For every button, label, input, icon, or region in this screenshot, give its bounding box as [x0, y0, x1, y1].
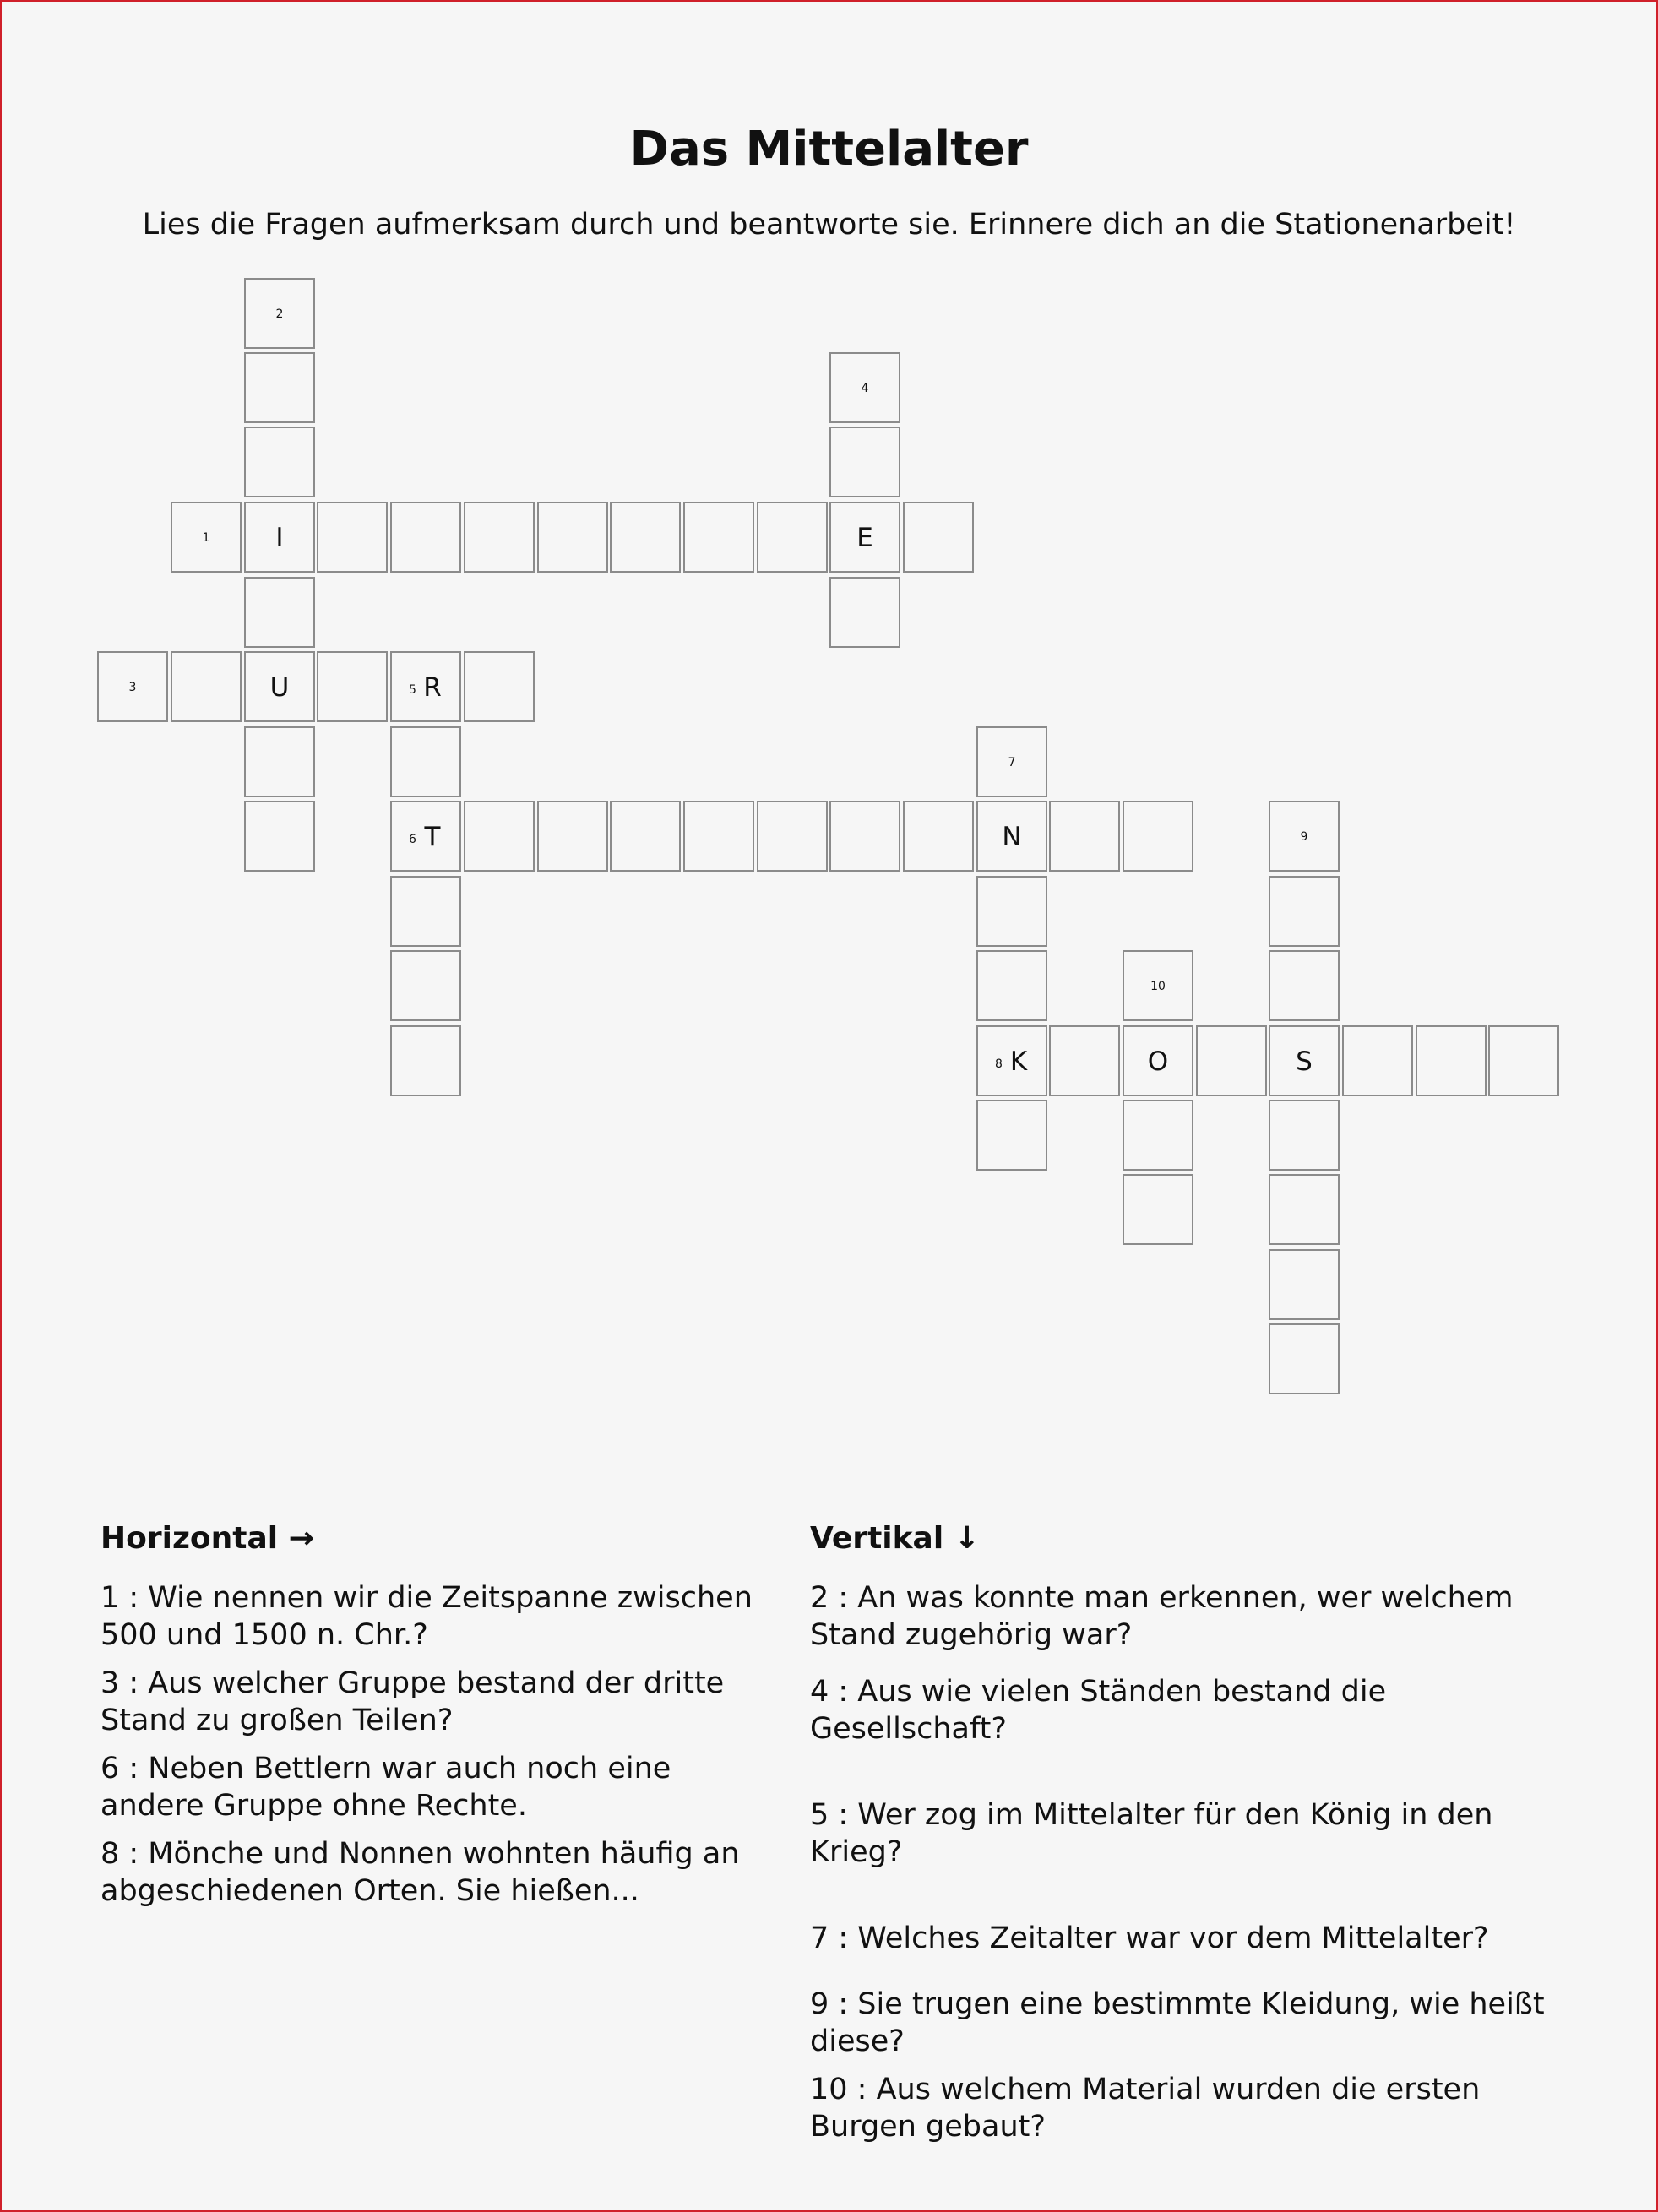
crossword-cell[interactable] [390, 502, 461, 573]
clue-number: 1 [202, 531, 210, 545]
crossword-cell[interactable] [1123, 801, 1193, 872]
page-title: Das Mittelalter [629, 122, 1029, 177]
clue-number: 7 [1008, 756, 1016, 769]
crossword-cell[interactable] [757, 502, 828, 573]
cell-letter: N [1002, 822, 1022, 852]
clue-number: 5 [409, 683, 416, 697]
clue-number: 3 [128, 681, 137, 694]
crossword-cell[interactable] [1269, 1174, 1340, 1245]
cell-letter: I [275, 523, 284, 553]
crossword-cell[interactable] [317, 502, 388, 573]
clue-number: 9 [1300, 830, 1308, 844]
clue-number: 6 [409, 833, 416, 846]
cell-letter: K [1009, 1046, 1028, 1077]
crossword-cell[interactable] [244, 352, 315, 423]
crossword-cell[interactable] [1196, 1025, 1267, 1096]
crossword-cell[interactable] [829, 352, 900, 423]
crossword-cell[interactable] [976, 876, 1047, 947]
crossword-cell[interactable] [464, 651, 535, 722]
clue-number: 4 [861, 382, 869, 395]
crossword-cell[interactable] [1269, 1249, 1340, 1320]
clue-item: 1 : Wie nennen wir die Zeitspanne zwischen 500 und 1500 n. Chr.? [101, 1581, 753, 1652]
crossword-cell[interactable] [1123, 950, 1193, 1021]
crossword-cell[interactable] [829, 427, 900, 497]
crossword-cell[interactable] [1342, 1025, 1413, 1096]
crossword-cell[interactable] [244, 801, 315, 872]
vertical-heading: Vertikal ↓ [810, 1521, 980, 1556]
crossword-cell[interactable] [464, 801, 535, 872]
crossword-cell[interactable] [1269, 1025, 1340, 1096]
horizontal-heading: Horizontal → [101, 1521, 314, 1556]
crossword-cell[interactable] [1269, 1323, 1340, 1394]
clue-item: 6 : Neben Bettlern war auch noch eine andere Gruppe ohne Rechte. [101, 1752, 671, 1823]
crossword-cell[interactable] [610, 801, 681, 872]
crossword-cell[interactable] [1049, 801, 1120, 872]
crossword-cell[interactable] [390, 651, 461, 722]
crossword-cell[interactable] [244, 427, 315, 497]
crossword-cell[interactable] [390, 1025, 461, 1096]
crossword-cell[interactable] [903, 502, 974, 573]
clue-item: 7 : Welches Zeitalter war vor dem Mittelalter? [810, 1921, 1489, 1955]
crossword-cell[interactable] [829, 801, 900, 872]
instructions-text: Lies die Fragen aufmerksam durch und beantworte sie. Erinnere dich an die Stationenarbeit! [142, 208, 1516, 242]
crossword-cell[interactable] [390, 876, 461, 947]
cell-letter: U [269, 672, 290, 703]
crossword-cell[interactable] [1269, 950, 1340, 1021]
crossword-cell[interactable] [1416, 1025, 1487, 1096]
crossword-cell[interactable] [244, 726, 315, 797]
vertical-clues [810, 1520, 1553, 2156]
crossword-cell[interactable] [683, 502, 754, 573]
crossword-cell[interactable] [317, 651, 388, 722]
clue-item: 2 : An was konnte man erkennen, wer welchem Stand zugehörig war? [810, 1581, 1514, 1652]
cell-letter: O [1147, 1046, 1169, 1077]
crossword-cell[interactable] [244, 278, 315, 349]
crossword-cell[interactable] [97, 651, 168, 722]
crossword-cell[interactable] [1123, 1100, 1193, 1171]
crossword-cell[interactable] [1269, 876, 1340, 947]
crossword-cell[interactable] [244, 651, 315, 722]
crossword-cell[interactable] [464, 502, 535, 573]
crossword-cell[interactable] [171, 502, 242, 573]
crossword-cell[interactable] [171, 651, 242, 722]
crossword-cell[interactable] [976, 950, 1047, 1021]
cell-letter: S [1296, 1046, 1313, 1077]
crossword-cell[interactable] [390, 950, 461, 1021]
crossword-cell[interactable] [829, 577, 900, 648]
crossword-cell[interactable] [1123, 1174, 1193, 1245]
crossword-cell[interactable] [903, 801, 974, 872]
cell-letter: T [424, 822, 441, 852]
clue-number: 8 [995, 1057, 1003, 1071]
crossword-cell[interactable] [1269, 801, 1340, 872]
crossword-cell[interactable] [537, 502, 608, 573]
clue-item: 4 : Aus wie vielen Ständen bestand die Gesellschaft? [810, 1675, 1387, 1746]
crossword-cell[interactable] [1488, 1025, 1559, 1096]
crossword-cell[interactable] [757, 801, 828, 872]
cell-letter: R [423, 672, 442, 703]
crossword-cell[interactable] [610, 502, 681, 573]
crossword-cell[interactable] [976, 726, 1047, 797]
clue-number: 2 [275, 307, 284, 321]
crossword-cell[interactable] [683, 801, 754, 872]
clue-item: 9 : Sie trugen eine bestimmte Kleidung, wie heißt diese? [810, 1987, 1545, 2058]
crossword-cell[interactable] [1049, 1025, 1120, 1096]
cell-letter: E [856, 523, 873, 553]
crossword-cell[interactable] [976, 1025, 1047, 1096]
clue-number: 10 [1150, 980, 1166, 993]
crossword-cell[interactable] [244, 577, 315, 648]
clue-item: 10 : Aus welchem Material wurden die ersten Burgen gebaut? [810, 2073, 1481, 2144]
clue-item: 5 : Wer zog im Mittelalter für den König in den Krieg? [810, 1798, 1493, 1869]
clue-item: 3 : Aus welcher Gruppe bestand der dritte Stand zu großen Teilen? [101, 1666, 725, 1737]
crossword-cell[interactable] [537, 801, 608, 872]
crossword-cell[interactable] [244, 502, 315, 573]
clue-item: 8 : Mönche und Nonnen wohnten häufig an abgeschiedenen Orten. Sie hießen... [101, 1837, 740, 1908]
crossword-cell[interactable] [976, 801, 1047, 872]
horizontal-clues [101, 1520, 776, 1921]
crossword-cell[interactable] [1269, 1100, 1340, 1171]
crossword-cell[interactable] [390, 726, 461, 797]
crossword-cell[interactable] [390, 801, 461, 872]
crossword-cell[interactable] [1123, 1025, 1193, 1096]
crossword-cell[interactable] [829, 502, 900, 573]
crossword-cell[interactable] [976, 1100, 1047, 1171]
